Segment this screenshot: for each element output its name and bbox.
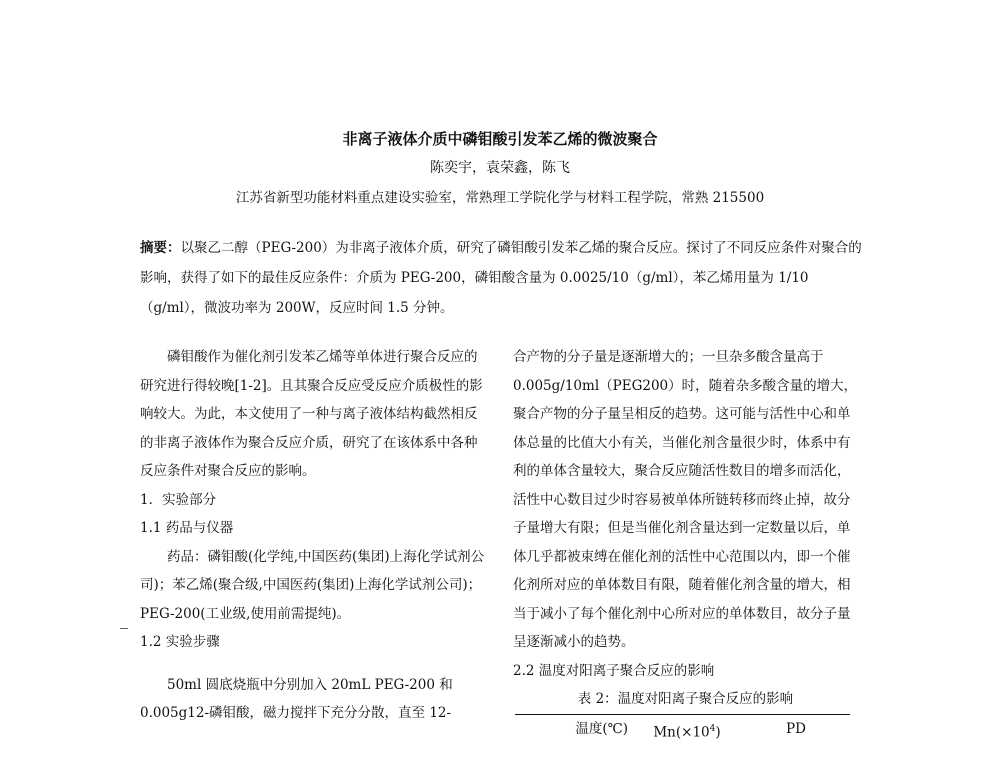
- table-header-row: [513, 715, 858, 747]
- materials-paragraph: 药品：磷钼酸(化学纯,中国医药(集团)上海化学试剂公司)；苯乙烯(聚合级,中国医药(集团)上海化学试剂公司)；PEG-200(工业级,使用前需提纯)。: [140, 548, 485, 622]
- results-paragraph: 合产物的分子量是逐渐增大的；一旦杂多酸含量高于 0.005g/10ml（PEG200）时，随着杂多酸含量的增大，聚合产物的分子量呈相反的趋势。这可能与活性中心和单体总量的比值大小有关，当催化剂含量很少时，体系中有利的单体含量较大，聚合反应随活性数目的增多而活化，活性中心数目过少时容易被单体所链转移而终止掉，故分子量增大有限；但是当催化剂含量达到一定数量以后，单体几乎都被束缚在催化剂的活性中心范围以内，即一个催化剂所对应的单体数目有限，随着催化剂含量的增大，相当于减小了每个催化剂中心所对应的单体数目，故分子量呈逐渐减小的趋势。: [513, 349, 858, 650]
- intro-paragraph: 磷钼酸作为催化剂引发苯乙烯等单体进行聚合反应的研究进行得较晚[1-2]。且其聚合反应受反应介质极性的影响较大。为此，本文使用了一种与离子液体结构截然相反的非离子液体作为聚合反应介质，研究了在该体系中各种反应条件对聚合反应的影响。: [140, 349, 483, 479]
- left-column: [140, 343, 485, 728]
- table-caption: 表 2：温度对阳离子聚合反应的影响: [577, 691, 794, 707]
- table-header-pd: PD: [786, 721, 806, 737]
- paper-authors: 陈奕宇，袁荣鑫，陈飞: [430, 160, 570, 176]
- paper-title: 非离子液体介质中磷钼酸引发苯乙烯的微波聚合: [342, 130, 658, 148]
- abstract-text: 以聚乙二醇（PEG-200）为非离子液体介质，研究了磷钼酸引发苯乙烯的聚合反应。探讨了不同反应条件对聚合的影响，获得了如下的最佳反应条件：介质为 PEG-200，磷钼酸含量为 0.0025/10（g/ml），苯乙烯用量为 1/10（g/ml），微波功率为 200W，反应时间 1.5 分钟。: [140, 240, 862, 316]
- procedure-paragraph: 50ml 圆底烧瓶中分别加入 20mL PEG-200 和 0.005g12-磷钼酸，磁力搅拌下充分分散，直至 12-: [140, 676, 453, 721]
- subsection-heading-procedure: 1.2 实验步骤: [140, 634, 220, 650]
- paper-affiliation: 江苏省新型功能材料重点建设实验室，常熟理工学院化学与材料工程学院，常熟 215500: [235, 190, 765, 206]
- table-header-mn: $Mn(\times 10^4)$: [653, 724, 721, 741]
- subsection-heading-temperature: 2.2 温度对阳离子聚合反应的影响: [513, 662, 715, 679]
- abstract: [140, 233, 862, 323]
- subsection-heading-materials: 1.1 药品与仪器: [140, 520, 234, 536]
- paragraph-spacer: [140, 657, 485, 671]
- section-heading-experimental: 1．实验部分: [140, 491, 217, 508]
- right-column: [513, 343, 858, 747]
- abstract-label: 摘要：: [140, 240, 181, 256]
- table-header-temperature: 温度(℃): [575, 721, 628, 737]
- margin-mark: [120, 628, 128, 629]
